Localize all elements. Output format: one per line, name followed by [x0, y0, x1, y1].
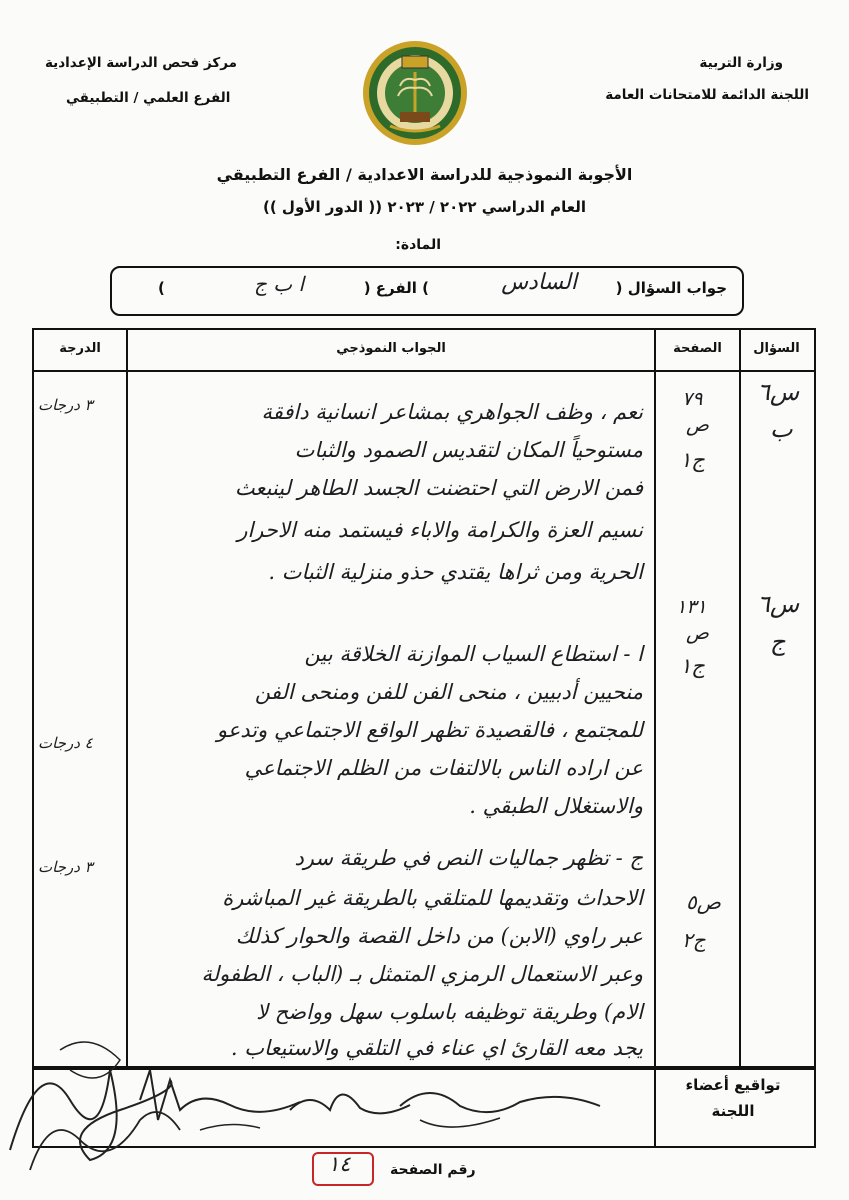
handwritten-branches: ا ب ج — [253, 272, 304, 296]
question-col-divider — [739, 328, 741, 1068]
answer-line: للمجتمع ، فالقصيدة تظهر الواقع الاجتماعي وتدعو — [216, 718, 643, 742]
answer-line: الاحداث وتقديمها للمتلقي بالطريقة غير المباشرة — [222, 886, 643, 910]
title-line-2: العام الدراسي ٢٠٢٢ / ٢٠٢٣ (( الدور الأول )) — [263, 198, 586, 216]
question-cell: س٦ — [757, 590, 800, 618]
question-cell: ج — [770, 628, 786, 656]
grade-col-divider — [126, 328, 128, 1068]
header-divider — [32, 370, 814, 372]
answer-line: عن اراده الناس بالالتفات من الظلم الاجتماعي — [244, 756, 643, 780]
answer-line: الحرية ومن ثراها يقتدي حذو منزلية الثبات . — [268, 560, 643, 584]
answer-line: الام) وطريقة توظيفه باسلوب سهل وواضح لا — [256, 1000, 643, 1024]
header-answer: الجواب النموذجي — [336, 341, 446, 356]
branch-label: ) الفرع ( — [363, 279, 429, 297]
page-cell: ج١ — [680, 654, 705, 678]
question-cell: ب — [770, 415, 793, 443]
answer-line: منحيين أدبيين ، منحى الفن للفن ومنحى الفن — [254, 680, 643, 704]
page-cell: ص — [686, 622, 709, 644]
page-number: ١٤ — [328, 1152, 351, 1176]
page-col-divider — [654, 328, 656, 1148]
header-question: السؤال — [753, 341, 800, 356]
grade-cell: ٣ درجات — [38, 396, 93, 414]
answer-line: وعبر الاستعمال الرمزي المتمثل بـ (الباب ، الطفولة — [201, 962, 643, 986]
answer-line: فمن الارض التي احتضنت الجسد الطاهر لينبعث — [234, 476, 643, 500]
branch-close-paren: ) — [158, 279, 165, 297]
question-label: جواب السؤال ( — [615, 279, 727, 297]
center-name: مركز فحص الدراسة الإعدادية — [45, 55, 237, 71]
answer-line: والاستغلال الطبقي . — [469, 794, 643, 818]
committee-name: اللجنة الدائمة للامتحانات العامة — [605, 87, 809, 103]
title-line-1: الأجوبة النموذجية للدراسة الاعدادية / الفرع التطبيقي — [216, 165, 633, 184]
header-grade: الدرجة — [59, 341, 101, 356]
page-cell: ١٣١ — [676, 596, 707, 618]
handwritten-question-number: السادس — [501, 270, 577, 295]
branch-name: الفرع العلمي / التطبيقي — [66, 90, 231, 106]
ministry-of-education-seal-icon — [360, 38, 470, 148]
answer-line: ا - استطاع السياب الموازنة الخلاقة بين — [304, 642, 643, 666]
answer-line: عبر راوي (الابن) من داخل القصة والحوار كذلك — [235, 924, 643, 948]
question-cell: س٦ — [757, 378, 800, 406]
header-page: الصفحة — [673, 341, 722, 356]
page-cell: ج٢ — [682, 928, 706, 952]
page-cell: ص — [686, 414, 709, 436]
page-cell: ج١ — [680, 448, 705, 472]
page-number-label: رقم الصفحة — [390, 1162, 476, 1178]
grade-cell: ٣ درجات — [38, 858, 93, 876]
subject-label: المادة: — [395, 237, 441, 253]
answer-line: نعم ، وظف الجواهري بمشاعر انسانية دافقة — [261, 400, 643, 424]
signatures-label: تواقيع أعضاء — [685, 1076, 781, 1094]
page-cell: ٧٩ — [682, 388, 703, 410]
ministry-name: وزارة التربية — [699, 55, 783, 71]
answer-line: نسيم العزة والكرامة والاباء فيستمد منه الاحرار — [237, 518, 643, 542]
grade-cell: ٤ درجات — [38, 734, 93, 752]
answer-line: ج - تظهر جماليات النص في طريقة سرد — [294, 846, 643, 870]
signatures-label-line-2: اللجنة — [711, 1102, 755, 1120]
answer-line: يجد معه القارئ اي عناء في التلقي والاستيعاب . — [230, 1036, 643, 1060]
page-cell: ص٥ — [686, 890, 721, 914]
answer-line: مستوحياً المكان لتقديس الصمود والثبات — [294, 438, 643, 462]
